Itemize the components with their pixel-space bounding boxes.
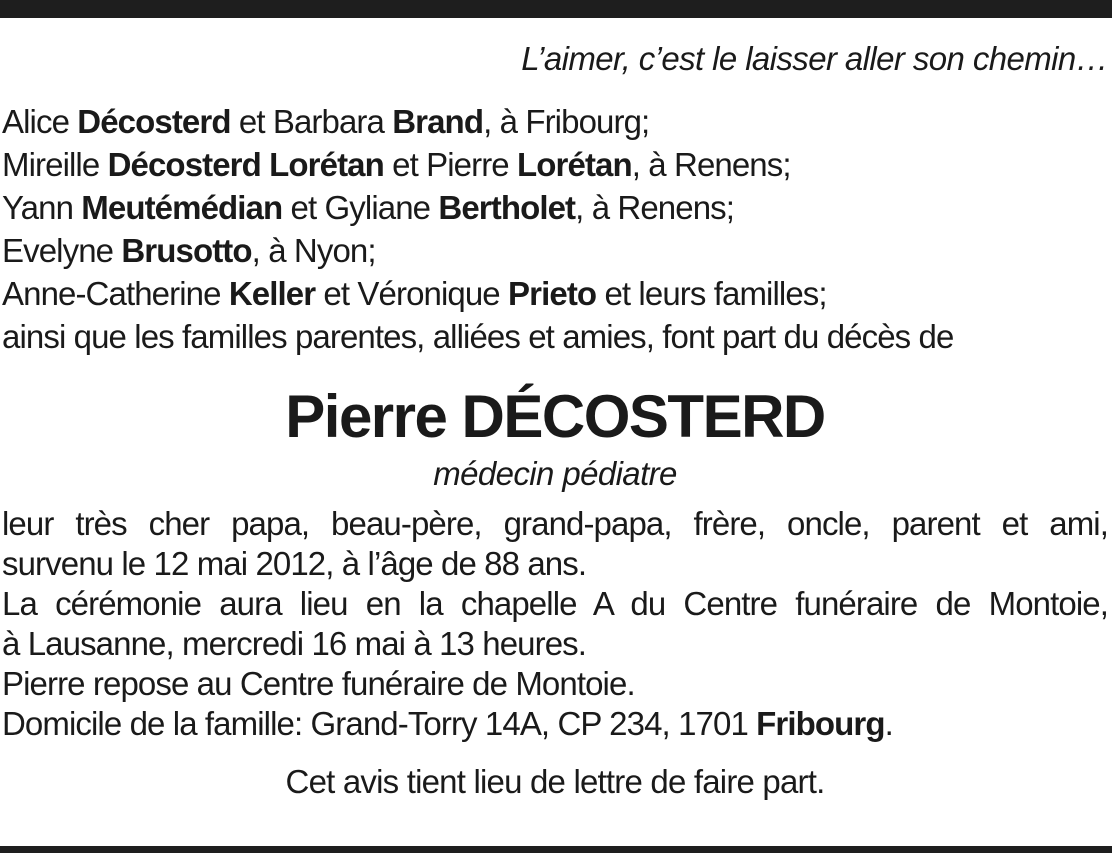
mourner-text: et Pierre <box>383 146 518 183</box>
mourner-location: et leurs familles; <box>596 275 827 312</box>
death-date-line: survenu le 12 mai 2012, à l’âge de 88 ans. <box>2 545 587 582</box>
ceremony-line: La cérémonie aura lieu en la chapelle A du Centre funéraire de Montoie, <box>2 585 1108 622</box>
mourner-surname: Décosterd Lorétan <box>107 146 384 183</box>
mourner-text: et Barbara <box>230 103 393 140</box>
address-city: Fribourg <box>756 705 885 742</box>
closing-note: Cet avis tient lieu de lettre de faire part. <box>285 763 825 800</box>
mourner-surname: Décosterd <box>77 103 231 140</box>
epigraph: L’aimer, c’est le laisser aller son chemin… <box>521 40 1108 77</box>
mourner-surname: Bertholet <box>438 189 576 226</box>
mourner-line-5 <box>2 272 1108 315</box>
obituary-notice <box>2 36 1108 802</box>
mourner-text: et Gyliane <box>282 189 439 226</box>
mourner-text: Alice <box>2 103 78 140</box>
top-rule <box>0 0 1112 18</box>
mourner-line-1 <box>2 100 1108 143</box>
repose-line: Pierre repose au Centre funéraire de Montoie. <box>2 665 635 702</box>
mourner-surname: Brusotto <box>121 232 252 269</box>
mourner-location: , à Renens; <box>575 189 735 226</box>
address-text: Domicile de la famille: Grand-Torry 14A, CP 234, 1701 <box>2 705 757 742</box>
announcement-line: ainsi que les familles parentes, alliées et amies, font part du décès de <box>2 318 954 355</box>
mourner-text: Anne-Catherine <box>2 275 229 312</box>
mourner-text: Mireille <box>2 146 108 183</box>
relationship-line: leur très cher papa, beau-père, grand-papa, frère, oncle, parent et ami, <box>2 505 1108 542</box>
mourner-text: Yann <box>2 189 82 226</box>
mourner-surname: Brand <box>392 103 484 140</box>
mourner-location: , à Nyon; <box>251 232 376 269</box>
mourner-line-3 <box>2 186 1108 229</box>
mourner-location: , à Fribourg; <box>483 103 650 140</box>
mourner-line-4 <box>2 229 1108 272</box>
mourner-location: , à Renens; <box>631 146 791 183</box>
mourner-line-2 <box>2 143 1108 186</box>
mourner-surname: Keller <box>228 275 316 312</box>
mourner-text: et Véronique <box>315 275 509 312</box>
deceased-profession: médecin pédiatre <box>433 455 677 492</box>
mourner-surname: Prieto <box>508 275 597 312</box>
mourner-surname: Meutémédian <box>81 189 283 226</box>
ceremony-date-line: à Lausanne, mercredi 16 mai à 13 heures. <box>2 625 587 662</box>
mourner-text: Evelyne <box>2 232 122 269</box>
mourner-surname: Lorétan <box>517 146 632 183</box>
address-end: . <box>884 705 893 742</box>
deceased-name: Pierre DÉCOSTERD <box>285 383 825 450</box>
bottom-rule <box>0 846 1112 853</box>
family-address-line <box>2 704 1108 744</box>
